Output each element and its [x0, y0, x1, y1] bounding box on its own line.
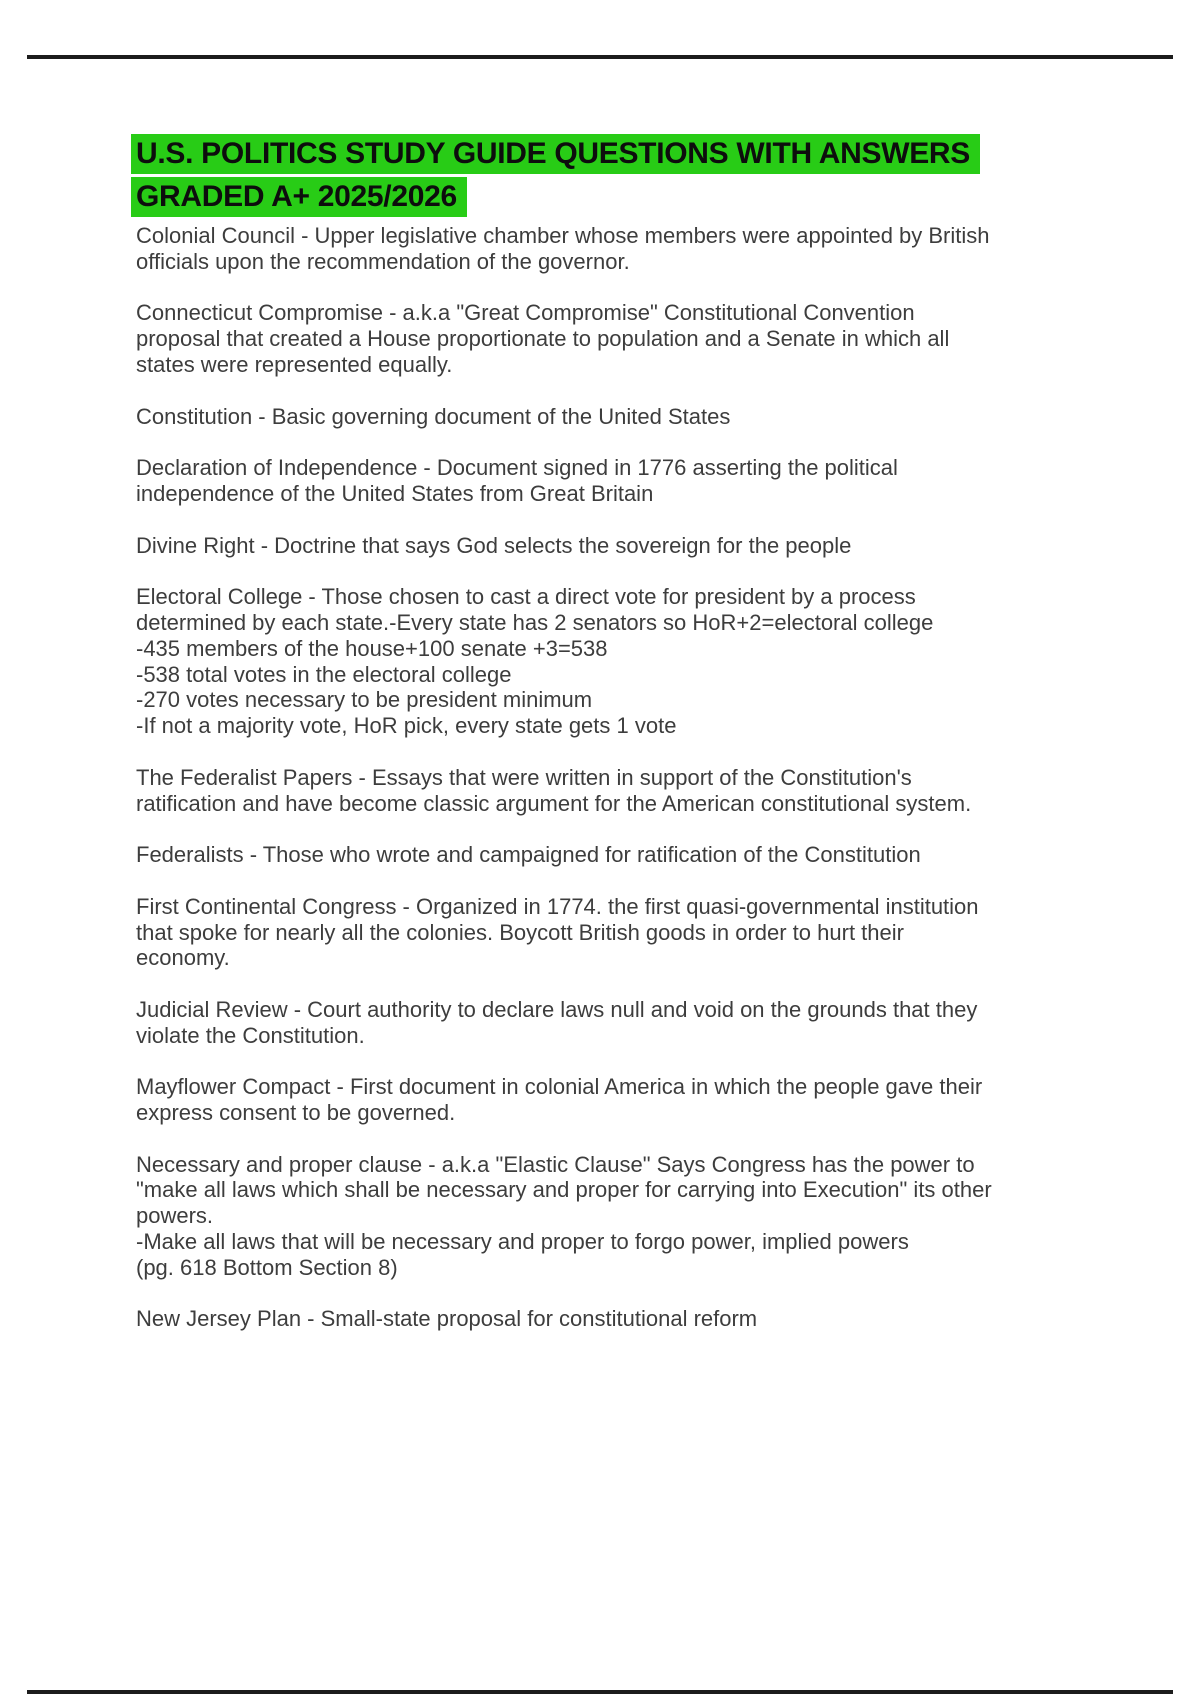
- paragraph: [136, 1152, 1056, 1281]
- text-line: determined by each state.-Every state has 2 senators so HoR+2=electoral college: [136, 609, 934, 635]
- text-line: Colonial Council - Upper legislative chamber whose members were appointed by British: [136, 223, 990, 248]
- text-line: states were represented equally.: [136, 351, 453, 377]
- text-line: (pg. 618 Bottom Section 8): [136, 1254, 398, 1280]
- text-line: proposal that created a House proportionate to population and a Senate in which all: [136, 326, 950, 352]
- paragraph: [136, 894, 1056, 971]
- paragraph: [136, 1306, 1056, 1332]
- text-line: economy.: [136, 945, 230, 971]
- title-line-2: GRADED A+ 2025/2026: [131, 177, 467, 217]
- text-line: violate the Constitution.: [136, 1022, 365, 1048]
- paragraph: [136, 1074, 1056, 1126]
- text-line: Necessary and proper clause - a.k.a "Elastic Clause" Says Congress has the power to: [136, 1151, 975, 1177]
- text-line: Connecticut Compromise - a.k.a "Great Compromise" Constitutional Convention: [136, 300, 915, 326]
- paragraph: [136, 455, 1056, 507]
- text-line: Judicial Review - Court authority to declare laws null and void on the grounds that they: [136, 996, 978, 1022]
- title-line-1: U.S. POLITICS STUDY GUIDE QUESTIONS WITH ANSWERS: [131, 134, 980, 174]
- paragraph: [136, 223, 1056, 275]
- top-border-rule: [27, 55, 1173, 59]
- document-body: [136, 223, 1056, 1332]
- paragraph: [136, 404, 1056, 430]
- text-line: ratification and have become classic argument for the American constitutional system.: [136, 790, 972, 816]
- text-line: New Jersey Plan - Small-state proposal for constitutional reform: [136, 1306, 758, 1332]
- text-line: -538 total votes in the electoral college: [136, 661, 512, 687]
- text-line: First Continental Congress - Organized in 1774. the first quasi-governmental institution: [136, 893, 979, 919]
- text-line: independence of the United States from Great Britain: [136, 480, 654, 506]
- text-line: -270 votes necessary to be president minimum: [136, 687, 593, 713]
- text-line: powers.: [136, 1203, 214, 1229]
- text-line: -If not a majority vote, HoR pick, every state gets 1 vote: [136, 713, 677, 739]
- text-line: Divine Right - Doctrine that says God selects the sovereign for the people: [136, 532, 852, 558]
- paragraph: [136, 997, 1056, 1049]
- paragraph: [136, 584, 1056, 739]
- paragraph: [136, 300, 1056, 377]
- page-content: [136, 134, 1056, 1358]
- text-line: Constitution - Basic governing document of the United States: [136, 403, 731, 429]
- text-line: -435 members of the house+100 senate +3=538: [136, 635, 608, 661]
- text-line: that spoke for nearly all the colonies. Boycott British goods in order to hurt their: [136, 919, 904, 945]
- text-line: -Make all laws that will be necessary and proper to forgo power, implied powers: [136, 1229, 909, 1255]
- document-title: [136, 134, 1056, 217]
- text-line: officials upon the recommendation of the governor.: [136, 248, 630, 274]
- text-line: Mayflower Compact - First document in colonial America in which the people gave their: [136, 1074, 983, 1100]
- text-line: The Federalist Papers - Essays that were written in support of the Constitution's: [136, 764, 912, 790]
- text-line: Federalists - Those who wrote and campaigned for ratification of the Constitution: [136, 842, 921, 868]
- text-line: Electoral College - Those chosen to cast a direct vote for president by a process: [136, 584, 916, 610]
- text-line: "make all laws which shall be necessary and proper for carrying into Execution" its other: [136, 1177, 992, 1203]
- paragraph: [136, 842, 1056, 868]
- paragraph: [136, 533, 1056, 559]
- paragraph: [136, 765, 1056, 817]
- bottom-border-rule: [27, 1690, 1173, 1694]
- text-line: express consent to be governed.: [136, 1100, 456, 1126]
- text-line: Declaration of Independence - Document signed in 1776 asserting the political: [136, 455, 898, 481]
